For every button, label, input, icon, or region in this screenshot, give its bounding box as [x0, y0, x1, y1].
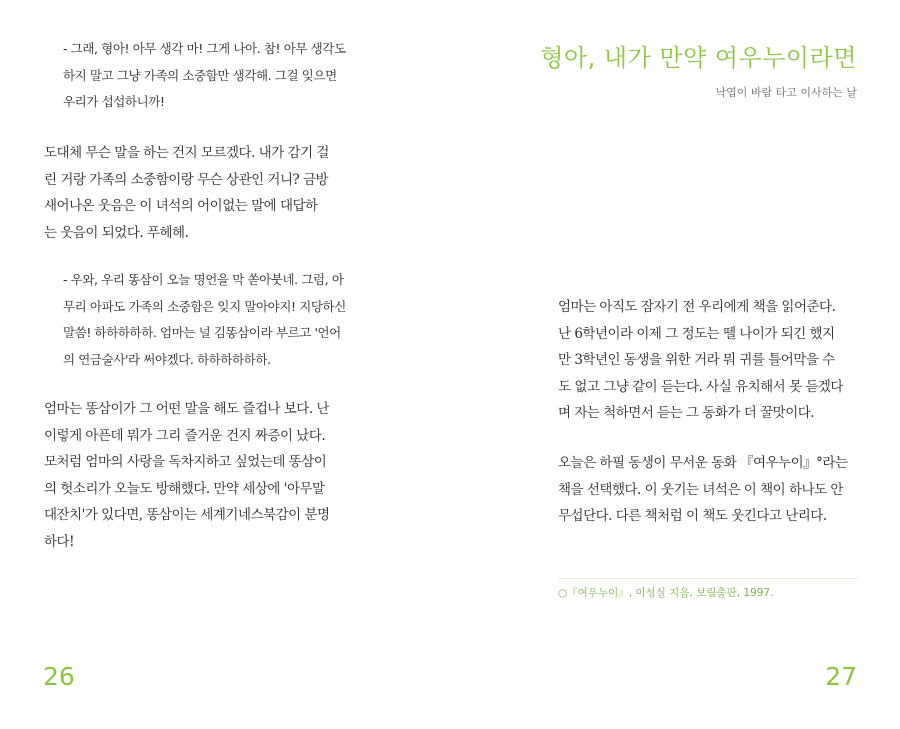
- text-line: 우리가 섭섭하니까!: [63, 94, 165, 109]
- text-line: 하다!: [44, 533, 75, 550]
- text-line: 의 연금술사'라 써야겠다. 하하하하하하.: [63, 351, 271, 367]
- text-line: 엄마는 아직도 잠자기 전 우리에게 책을 읽어준다.: [558, 299, 836, 315]
- text-line: 만 3학년인 동생을 위한 거라 뭐 귀를 틀어막을 수: [558, 352, 835, 368]
- dialog-block-1: [63, 36, 356, 116]
- text-line: 도 없고 그냥 같이 듣는다. 사실 유치해서 못 듣겠다: [558, 378, 843, 395]
- chapter-title: 형아, 내가 만약 여우누이라면: [540, 44, 857, 72]
- text-line: 는 웃음이 되었다. 푸헤헤.: [44, 224, 189, 241]
- text-line: 대잔치'가 있다면, 똥삼이는 세계기네스북감이 분명: [44, 507, 330, 523]
- text-line: - 우와, 우리 똥삼이 오늘 명언을 막 쏟아붓네. 그럼, 아: [63, 272, 344, 287]
- text-line: - 그래, 형아! 아무 생각 마! 그게 나아. 참! 아무 생각도: [63, 41, 346, 56]
- page-number-left: 26: [43, 662, 75, 691]
- text-line: 하지 말고 그냥 가족의 소중함만 생각해. 그걸 잊으면: [63, 67, 337, 83]
- text-line: 난 6학년이라 이제 그 정도는 뗄 나이가 되긴 했지: [558, 325, 835, 342]
- text-line: 이렇게 아픈데 뭐가 그리 즐거운 건지 짜증이 났다.: [44, 427, 326, 444]
- text-line: 무섭단다. 다른 책처럼 이 책도 웃긴다고 난리다.: [558, 508, 827, 524]
- paragraph-1: [44, 140, 356, 246]
- text-line: 엄마는 똥삼이가 그 어떤 말을 해도 즐겁나 보다. 난: [44, 401, 329, 417]
- text-line: 새어나온 웃음은 이 녀석의 어이없는 말에 대답하: [44, 198, 318, 214]
- chapter-subtitle: 낙엽이 바람 타고 이사하는 날: [715, 86, 857, 99]
- paragraph-4: [558, 450, 858, 530]
- text-line: 의 헛소리가 오늘도 방해했다. 만약 세상에 '아무말: [44, 480, 325, 497]
- text-line: 모처럼 엄마의 사랑을 독차지하고 싶었는데 똥삼이: [44, 454, 327, 470]
- paragraph-3: [558, 294, 858, 427]
- text-line: 며 자는 척하면서 듣는 그 동화가 더 꿀맛이다.: [558, 405, 815, 421]
- text-line: 오늘은 하필 동생이 무서운 동화 『여우누이』°라는: [558, 455, 848, 471]
- page-number-right: 27: [825, 662, 857, 691]
- paragraph-2: [44, 396, 356, 555]
- right-page: [450, 0, 900, 729]
- text-line: 린 거랑 가족의 소중함이랑 무슨 상관인 거니? 금방: [44, 171, 329, 188]
- text-line: 무리 아파도 가족의 소중함은 잊지 말아야지! 지당하신: [63, 298, 346, 314]
- text-line: 도대체 무슨 말을 하는 건지 모르겠다. 내가 감기 걸: [44, 145, 329, 161]
- footnote: ○『여우누이』, 이성실 지음, 보림출판, 1997.: [558, 587, 774, 599]
- dialog-block-2: [63, 267, 356, 373]
- footnote-divider: [558, 578, 858, 579]
- text-line: 책을 선택했다. 이 웃기는 녀석은 이 책이 하나도 안: [558, 481, 843, 498]
- text-line: 말씀! 하하하하하. 엄마는 널 김똥삼이라 부르고 '언어: [63, 325, 341, 340]
